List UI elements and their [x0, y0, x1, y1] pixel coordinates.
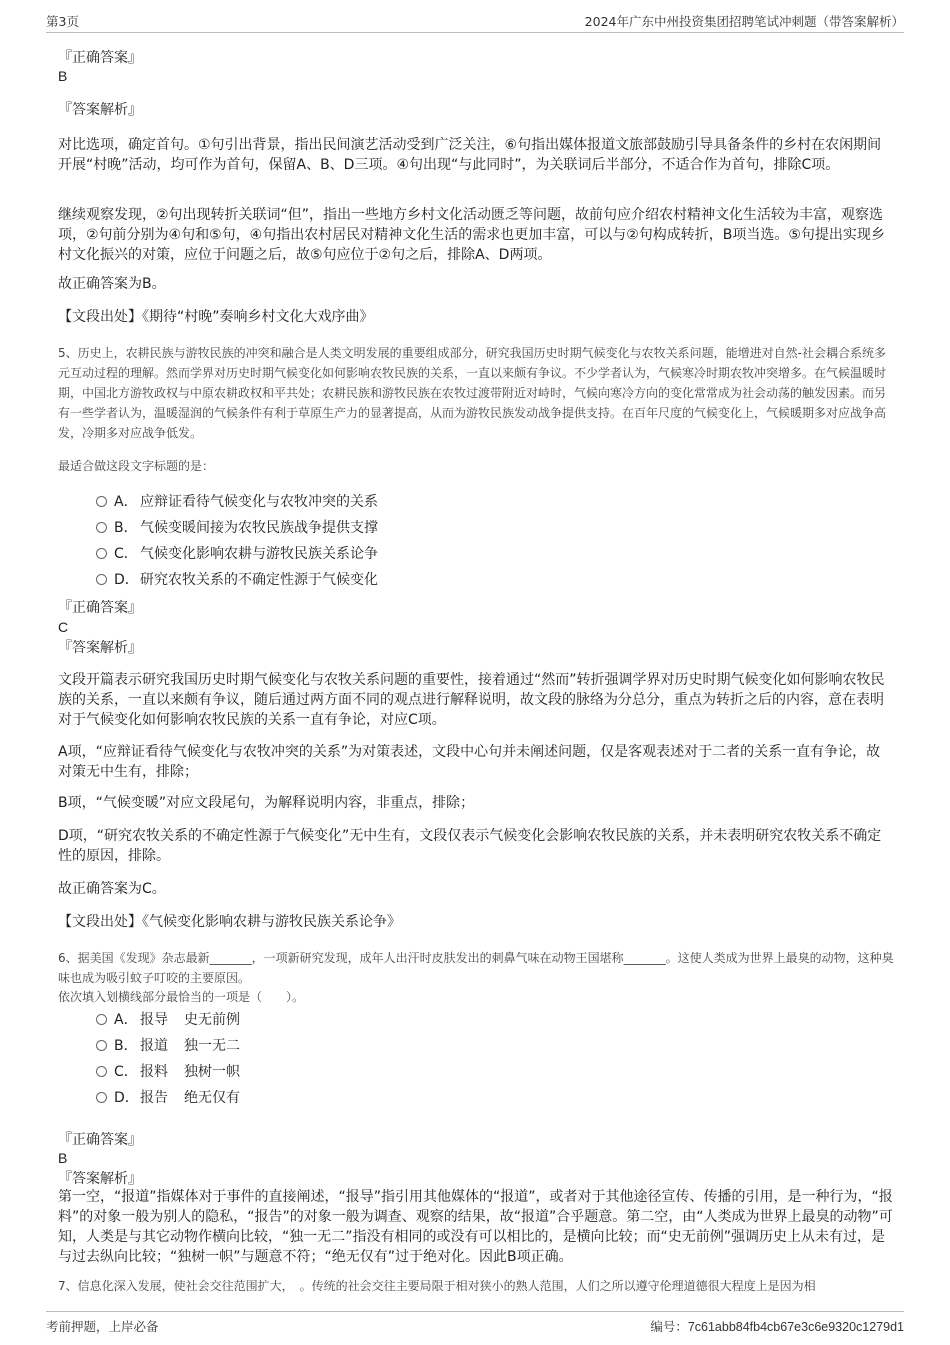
- correct-answer-label: 『正确答案』: [58, 1132, 142, 1148]
- radio-icon[interactable]: [96, 1066, 107, 1077]
- radio-icon[interactable]: [96, 574, 107, 585]
- footer-slogan: 考前押题，上岸必备: [46, 1319, 159, 1334]
- analysis-paragraph: 第一空，“报道”指媒体对于事件的直接阐述，“报导”指引用其他媒体的“报道”，或者对于其他途径宣传、传播的引用，是一种行为，“报料”的对象一般为别人的隐私，“报告”的对象一般为调查、观察的结果，故“报道”合乎题意。第二空，由“人类成为世界上最臭的动物”可知，人类是与其它动物作横向比较，“独一无二”指没有相同的或没有可以相比的，是横向比较；而“史无前例”强调历史上从未有过，是与过去纵向比较；“独树一帜”与题意不符；“绝无仅有”过于绝对化。因此B项正确。: [58, 1189, 893, 1265]
- radio-icon[interactable]: [96, 1092, 107, 1103]
- option-b[interactable]: B． 报道 独一无二: [96, 1036, 240, 1056]
- option-c[interactable]: C． 气候变化影响农耕与游牧民族关系论争: [96, 544, 378, 564]
- radio-icon[interactable]: [96, 1040, 107, 1051]
- question-stem: 7、信息化深入发展，使社会交往范围扩大， 。传统的社会交往主要局限于相对狭小的熟人范围，人们之所以遵守伦理道德很大程度上是因为相: [58, 1279, 816, 1293]
- document-title: 2024年广东中州投资集团招聘笔试冲刺题（带答案解析）: [584, 14, 904, 29]
- analysis-paragraph: 对比选项，确定首句。①句引出背景，指出民间演艺活动受到广泛关注，⑥句指出媒体报道文旅部鼓励引导具备条件的乡村在农闲期间开展“村晚”活动，均可作为首句，保留A、B、D三项。④句出现“与此同时”，为关联词后半部分，不适合作为首句，排除C项。: [58, 137, 882, 173]
- correct-answer-label: 『正确答案』: [58, 50, 142, 66]
- option-a[interactable]: A． 应辩证看待气候变化与农牧冲突的关系: [96, 492, 378, 512]
- analysis-paragraph: A项，“应辩证看待气候变化与农牧冲突的关系”为对策表述，文段中心句并未阐述问题，仅是客观表述对于二者的关系一直有争论，故对策无中生有，排除；: [58, 744, 881, 780]
- analysis-label: 『答案解析』: [58, 102, 142, 118]
- analysis-label: 『答案解析』: [58, 1171, 142, 1187]
- source-citation: 【文段出处】《气候变化影响农耕与游牧民族关系论争》: [58, 914, 401, 930]
- analysis-paragraph: 文段开篇表示研究我国历史时期气候变化与农牧关系问题的重要性，接着通过“然而”转折强调学界对历史时期气候变化如何影响农牧民族的关系，一直以来颇有争议，随后通过两方面不同的观点进行解释说明，故文段的脉络为分总分，重点为转折之后的内容，意在表明对于气候变化如何影响农牧民族的关系一直有争论，对应C项。: [58, 672, 885, 728]
- question-stem: 6、据美国《发现》杂志最新_______，一项新研究发现，成年人出汗时皮肤发出的刺鼻气味在动物王国堪称_______。这使人类成为世界上最臭的动物，这种臭味也成为吸引蚊子叮咬的主要原因。: [58, 951, 894, 985]
- radio-icon[interactable]: [96, 1014, 107, 1025]
- correct-answer-value: B: [58, 1150, 68, 1166]
- question-prompt: 依次填入划横线部分最恰当的一项是（ ）。: [58, 990, 305, 1004]
- correct-answer-label: 『正确答案』: [58, 600, 142, 616]
- document-id: 编号：7c61abb84fb4cb67e3c6e9320c1279d1: [650, 1320, 904, 1334]
- option-d[interactable]: D．报告 绝无仅有: [96, 1088, 240, 1108]
- analysis-label: 『答案解析』: [58, 640, 142, 656]
- page-header: [46, 8, 904, 33]
- analysis-paragraph: B项，“气候变暖”对应文段尾句，为解释说明内容，非重点，排除；: [58, 795, 475, 811]
- question-stem: 5、历史上，农耕民族与游牧民族的冲突和融合是人类文明发展的重要组成部分，研究我国历史时期气候变化与农牧关系问题，能增进对自然-社会耦合系统多元互动过程的理解。然而学界对历史时期气候变化如何影响农牧民族的关系，一直以来颇有争议。不少学者认为，气候寒冷时期农牧冲突增多。在气候温暖时期，中国北方游牧政权与中原农耕政权和平共处；农耕民族和游牧民族在农牧过渡带附近对峙时，气候向寒冷方向的变化常常成为社会动荡的触发因素。而另有一些学者认为，温暖湿润的气候条件有利于草原生产力的显著提高，从而为游牧民族发动战争提供支持。在百年尺度的气候变化上，气候暖期多对应战争高发，冷期多对应战争低发。: [58, 346, 887, 440]
- page-number: 第3页: [46, 14, 79, 29]
- radio-icon[interactable]: [96, 522, 107, 533]
- radio-icon[interactable]: [96, 496, 107, 507]
- option-c[interactable]: C． 报料 独树一帜: [96, 1062, 240, 1082]
- option-a[interactable]: A． 报导 史无前例: [96, 1010, 240, 1030]
- option-d[interactable]: D．研究农牧关系的不确定性源于气候变化: [96, 570, 378, 590]
- analysis-conclusion: 故正确答案为B。: [58, 276, 166, 292]
- analysis-paragraph: 继续观察发现，②句出现转折关联词“但”，指出一些地方乡村文化活动匮乏等问题，故前句应介绍农村精神文化生活较为丰富，观察选项，②句前分别为④句和⑤句，④句指出农村居民对精神文化生活的需求也更加丰富，可以与②句构成转折，B项当选。⑤句提出实现乡村文化振兴的对策，应位于问题之后，故⑤句应位于②句之后，排除A、D两项。: [58, 207, 885, 263]
- option-b[interactable]: B． 气候变暖间接为农牧民族战争提供支撑: [96, 518, 378, 538]
- analysis-conclusion: 故正确答案为C。: [58, 881, 166, 897]
- correct-answer-value: C: [58, 619, 69, 635]
- page-footer: [46, 1311, 904, 1338]
- radio-icon[interactable]: [96, 548, 107, 559]
- correct-answer-value: B: [58, 68, 68, 84]
- source-citation: 【文段出处】《期待“村晚”奏响乡村文化大戏序曲》: [58, 309, 374, 325]
- analysis-paragraph: D项，“研究农牧关系的不确定性源于气候变化”无中生有，文段仅表示气候变化会影响农牧民族的关系，并未表明研究农牧关系不确定性的原因，排除。: [58, 828, 882, 864]
- question-prompt: 最适合做这段文字标题的是：: [58, 459, 215, 473]
